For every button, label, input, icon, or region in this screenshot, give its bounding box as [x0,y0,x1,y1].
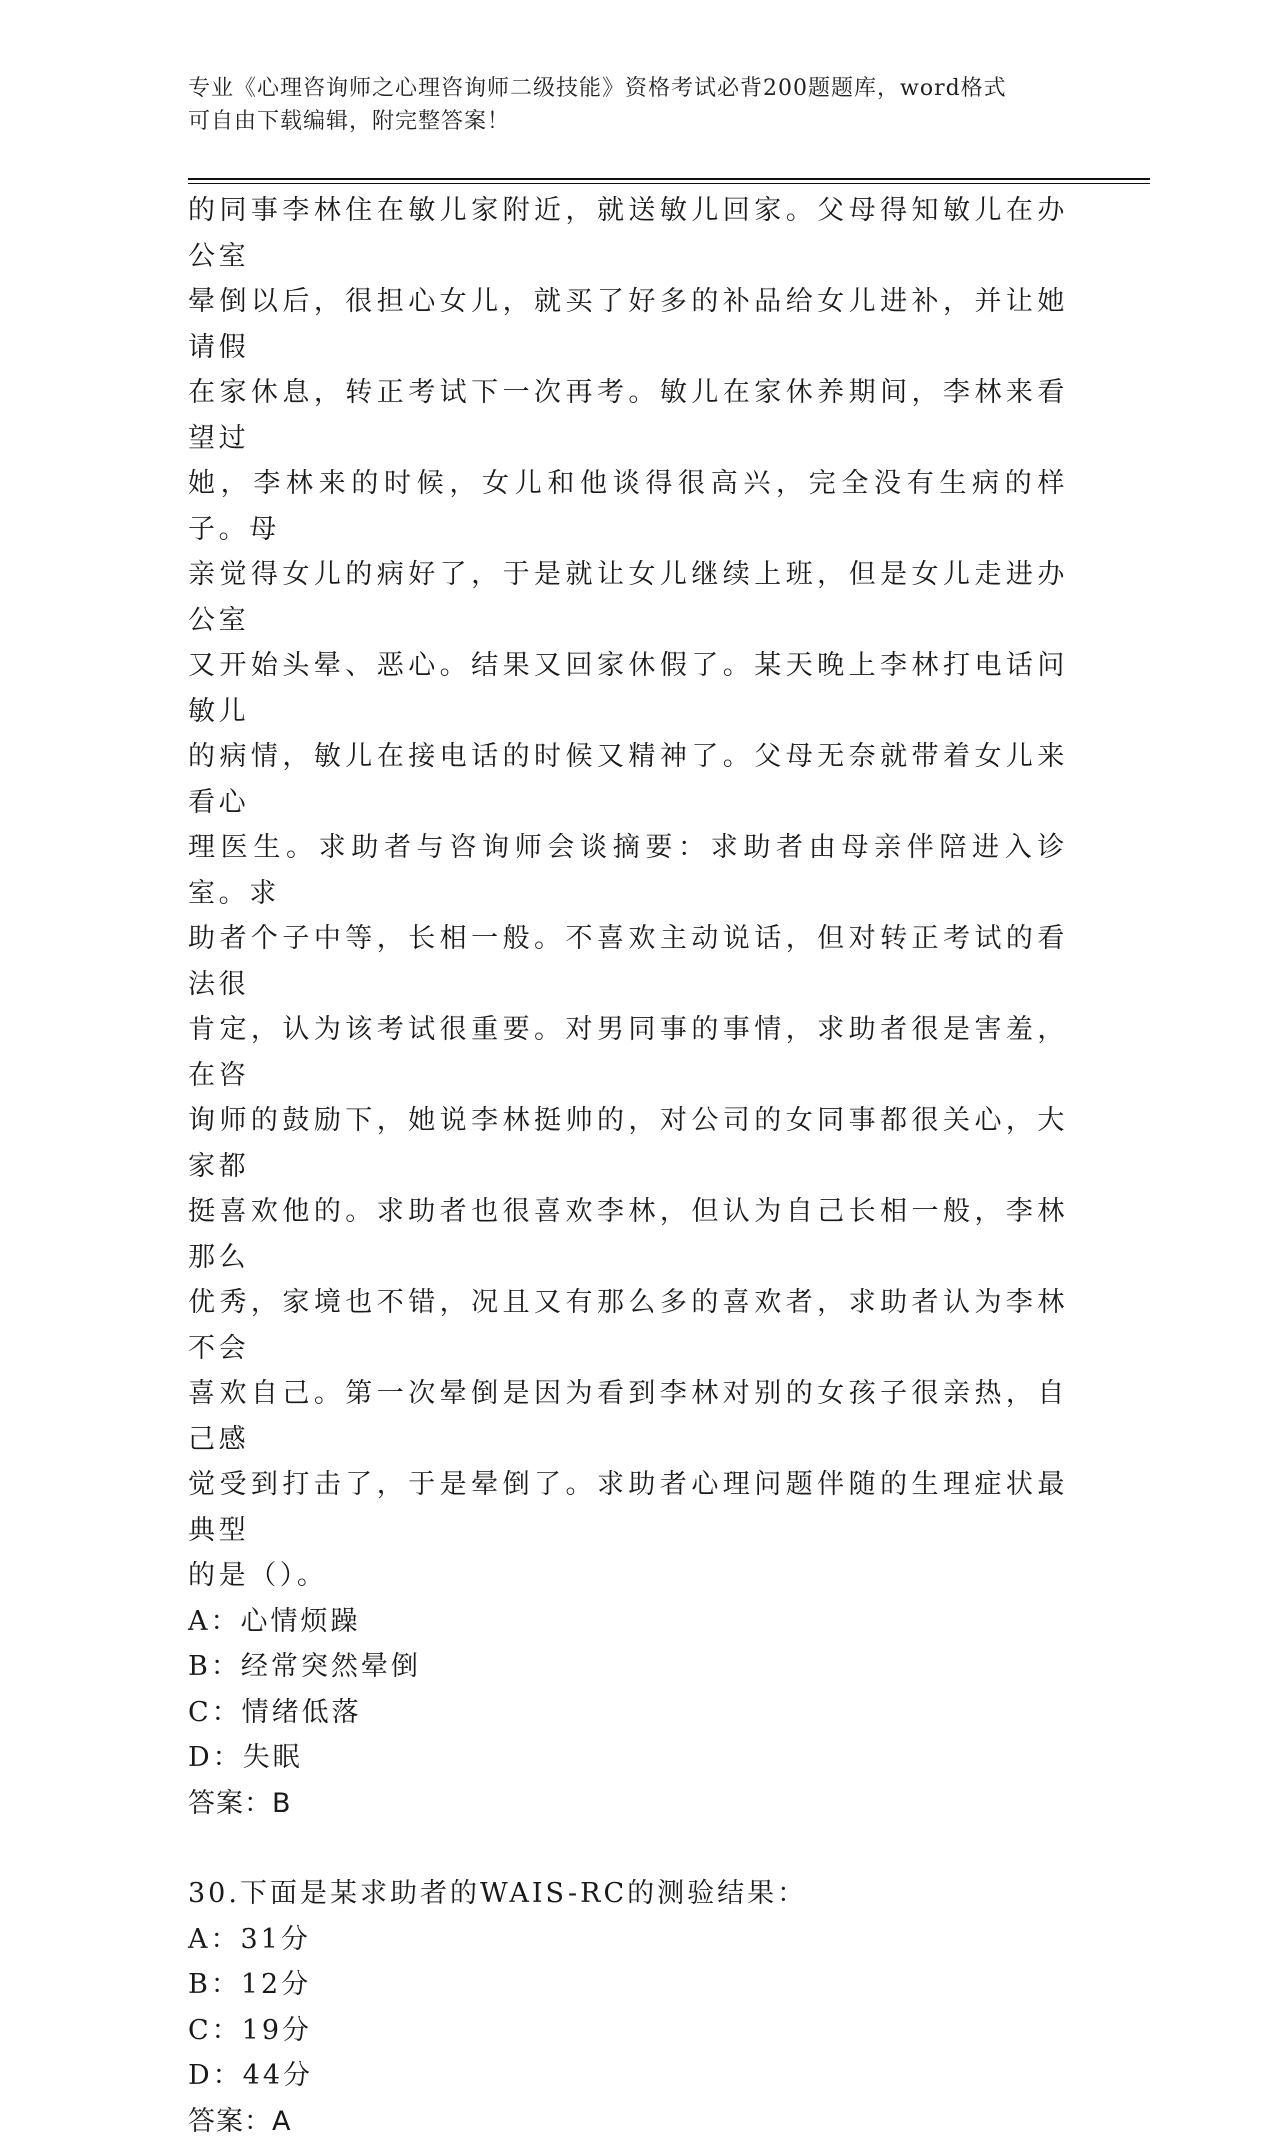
stem-line: 优秀，家境也不错，况且又有那么多的喜欢者，求助者认为李林不会 [188,1280,1068,1371]
header-divider-thin [188,183,1150,184]
stem-line: 在家休息，转正考试下一次再考。敏儿在家休养期间，李林来看望过 [188,370,1068,461]
answer: 答案：A [188,2099,1068,2144]
stem-line: 助者个子中等，长相一般。不喜欢主动说话，但对转正考试的看法很 [188,916,1068,1007]
question-30 [188,1871,1068,2144]
stem-line: 又开始头晕、恶心。结果又回家休假了。某天晚上李林打电话问敏儿 [188,643,1068,734]
stem-line: 的同事李林住在敏儿家附近，就送敏儿回家。父母得知敏儿在办公室 [188,188,1068,279]
option-c: C：19分 [188,2008,1068,2054]
option-d: D：44分 [188,2053,1068,2099]
stem-line: 喜欢自己。第一次晕倒是因为看到李林对别的女孩子很亲热，自己感 [188,1371,1068,1462]
stem-line: 理医生。求助者与咨询师会谈摘要：求助者由母亲伴陪进入诊室。求 [188,825,1068,916]
option-a: A：心情烦躁 [188,1599,1068,1645]
spacer [188,1826,1068,1871]
stem-line: 的是（）。 [188,1553,1068,1599]
question-29 [188,188,1068,1826]
stem-line: 她，李林来的时候，女儿和他谈得很高兴，完全没有生病的样子。母 [188,461,1068,552]
stem-line: 的病情，敏儿在接电话的时候又精神了。父母无奈就带着女儿来看心 [188,734,1068,825]
page-header [188,72,1068,138]
option-b: B：12分 [188,1962,1068,2008]
document-body [188,188,1068,2144]
header-line-1: 专业《心理咨询师之心理咨询师二级技能》资格考试必背200题题库，word格式 [188,72,1068,105]
question-29-stem [188,188,1068,1599]
option-b: B：经常突然晕倒 [188,1644,1068,1690]
stem-line: 觉受到打击了，于是晕倒了。求助者心理问题伴随的生理症状最典型 [188,1462,1068,1553]
option-d: D：失眠 [188,1735,1068,1781]
stem-line: 亲觉得女儿的病好了，于是就让女儿继续上班，但是女儿走进办公室 [188,552,1068,643]
option-a: A：31分 [188,1917,1068,1963]
answer: 答案：B [188,1781,1068,1827]
stem-line: 肯定，认为该考试很重要。对男同事的事情，求助者很是害羞，在咨 [188,1007,1068,1098]
stem-line: 询师的鼓励下，她说李林挺帅的，对公司的女同事都很关心，大家都 [188,1098,1068,1189]
stem-line: 挺喜欢他的。求助者也很喜欢李林，但认为自己长相一般，李林那么 [188,1189,1068,1280]
option-c: C：情绪低落 [188,1690,1068,1736]
question-30-stem: 30.下面是某求助者的WAIS-RC的测验结果： [188,1871,1068,1917]
header-divider-thick [188,178,1150,180]
header-line-2: 可自由下载编辑，附完整答案！ [188,105,1068,138]
stem-line: 晕倒以后，很担心女儿，就买了好多的补品给女儿进补，并让她请假 [188,279,1068,370]
